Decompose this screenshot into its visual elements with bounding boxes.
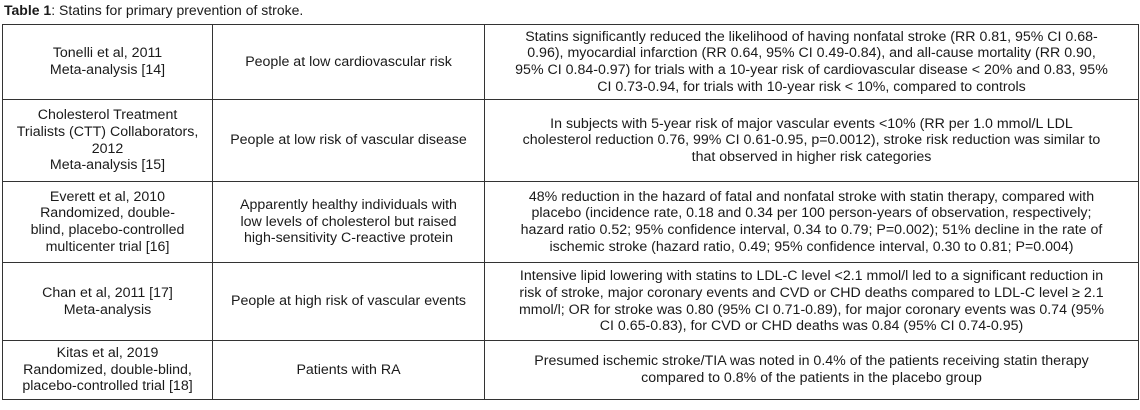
- population-line: low levels of cholesterol but raised: [240, 213, 457, 230]
- findings-cell: [485, 341, 1139, 400]
- table-body: [3, 25, 1139, 400]
- population-line: People at low risk of vascular disease: [230, 132, 467, 149]
- findings-line: that observed in higher risk categories: [691, 148, 932, 165]
- table-row: [3, 25, 1139, 100]
- table-row: [3, 100, 1139, 182]
- population-cell: [213, 341, 485, 400]
- study-line: Randomized, double-: [40, 205, 175, 222]
- study-line: 2012: [91, 140, 124, 157]
- study-line: Randomized, double-blind,: [23, 361, 192, 378]
- study-line: placebo-controlled trial [18]: [22, 378, 193, 395]
- findings-line: 95% CI 0.84-0.97) for trials with a 10-year risk of cardiovascular disease < 20% and 0.83, 95%: [515, 62, 1108, 78]
- population-cell: [213, 25, 485, 100]
- population-line: People at high risk of vascular events: [230, 293, 466, 310]
- findings-line: hazard ratio 0.52; 95% confidence interval, 0.34 to 0.79; P=0.002); 51% decline in the rate of: [520, 222, 1103, 238]
- study-line: Chan et al, 2011 [17]: [42, 284, 173, 301]
- table-caption-label: Table 1: [4, 2, 52, 18]
- findings-line: compared to 0.8% of the patients in the placebo group: [641, 370, 982, 386]
- statins-table: [2, 24, 1139, 400]
- population-line: Patients with RA: [296, 361, 401, 378]
- study-cell: [3, 25, 213, 100]
- findings-line: CI 0.73-0.94, for trials with 10-year risk < 10%, compared to controls: [597, 78, 1026, 95]
- study-line: Meta-analysis [14]: [49, 62, 166, 78]
- population-cell: [213, 263, 485, 341]
- study-cell: [3, 341, 213, 400]
- findings-line: In subjects with 5-year risk of major vascular events <10% (RR per 1.0 mmol/L LDL: [550, 115, 1073, 132]
- study-cell: [3, 263, 213, 341]
- findings-line: ischemic stroke (hazard ratio, 0.49; 95% confidence interval, 0.30 to 0.81; P=0.004): [549, 238, 1074, 255]
- table-row: [3, 182, 1139, 263]
- table-row: [3, 341, 1139, 400]
- study-line: Trialists (CTT) Collaborators,: [16, 123, 199, 140]
- population-line: Apparently healthy individuals with: [240, 197, 457, 214]
- findings-cell: [485, 100, 1139, 182]
- study-cell: [3, 182, 213, 263]
- study-line: Cholesterol Treatment: [37, 107, 178, 124]
- findings-line: 0.96), myocardial infarction (RR 0.64, 95% CI 0.49-0.84), and all-cause mortality (RR 0.90,: [527, 45, 1096, 62]
- study-line: multicenter trial [16]: [45, 238, 170, 255]
- findings-line: mmol/l; OR for stroke was 0.80 (95% CI 0.71-0.89), for major coronary events was 0.74 (95%: [518, 301, 1105, 318]
- findings-line: Presumed ischemic stroke/TIA was noted in 0.4% of the patients receiving statin therapy: [534, 353, 1089, 370]
- table-caption-text: : Statins for primary prevention of stroke.: [51, 2, 304, 18]
- findings-line: 48% reduction in the hazard of fatal and nonfatal stroke with statin therapy, compared with: [528, 188, 1095, 205]
- table-row: [3, 263, 1139, 341]
- study-line: blind, placebo-controlled: [30, 222, 185, 238]
- study-line: Meta-analysis [15]: [49, 157, 166, 174]
- study-line: Meta-analysis: [63, 301, 152, 318]
- findings-line: CI 0.65-0.83), for CVD or CHD deaths was 0.84 (95% CI 0.74-0.95): [599, 318, 1024, 335]
- population-line: People at low cardiovascular risk: [245, 53, 452, 70]
- findings-cell: [485, 182, 1139, 263]
- findings-line: placebo (incidence rate, 0.18 and 0.34 per 100 person-years of observation, respectively;: [531, 205, 1092, 222]
- study-line: Kitas et al, 2019: [56, 345, 159, 362]
- findings-line: risk of stroke, major coronary events and CVD or CHD deaths compared to LDL-C level ≥ 2.1: [519, 284, 1104, 301]
- table-caption: [4, 2, 303, 19]
- findings-cell: [485, 263, 1139, 341]
- population-cell: [213, 182, 485, 263]
- findings-line: Intensive lipid lowering with statins to LDL-C level <2.1 mmol/l led to a significant reduction in: [519, 268, 1104, 285]
- study-line: Everett et al, 2010: [49, 188, 166, 205]
- findings-line: Statins significantly reduced the likelihood of having nonfatal stroke (RR 0.81, 95% CI 0.68-: [525, 28, 1098, 45]
- population-line: high-sensitivity C-reactive protein: [244, 230, 453, 247]
- population-cell: [213, 100, 485, 182]
- findings-line: cholesterol reduction 0.76, 99% CI 0.61-0.95, p=0.0012), stroke risk reduction was similar to: [522, 132, 1101, 149]
- study-line: Tonelli et al, 2011: [52, 45, 163, 62]
- findings-cell: [485, 25, 1139, 100]
- study-cell: [3, 100, 213, 182]
